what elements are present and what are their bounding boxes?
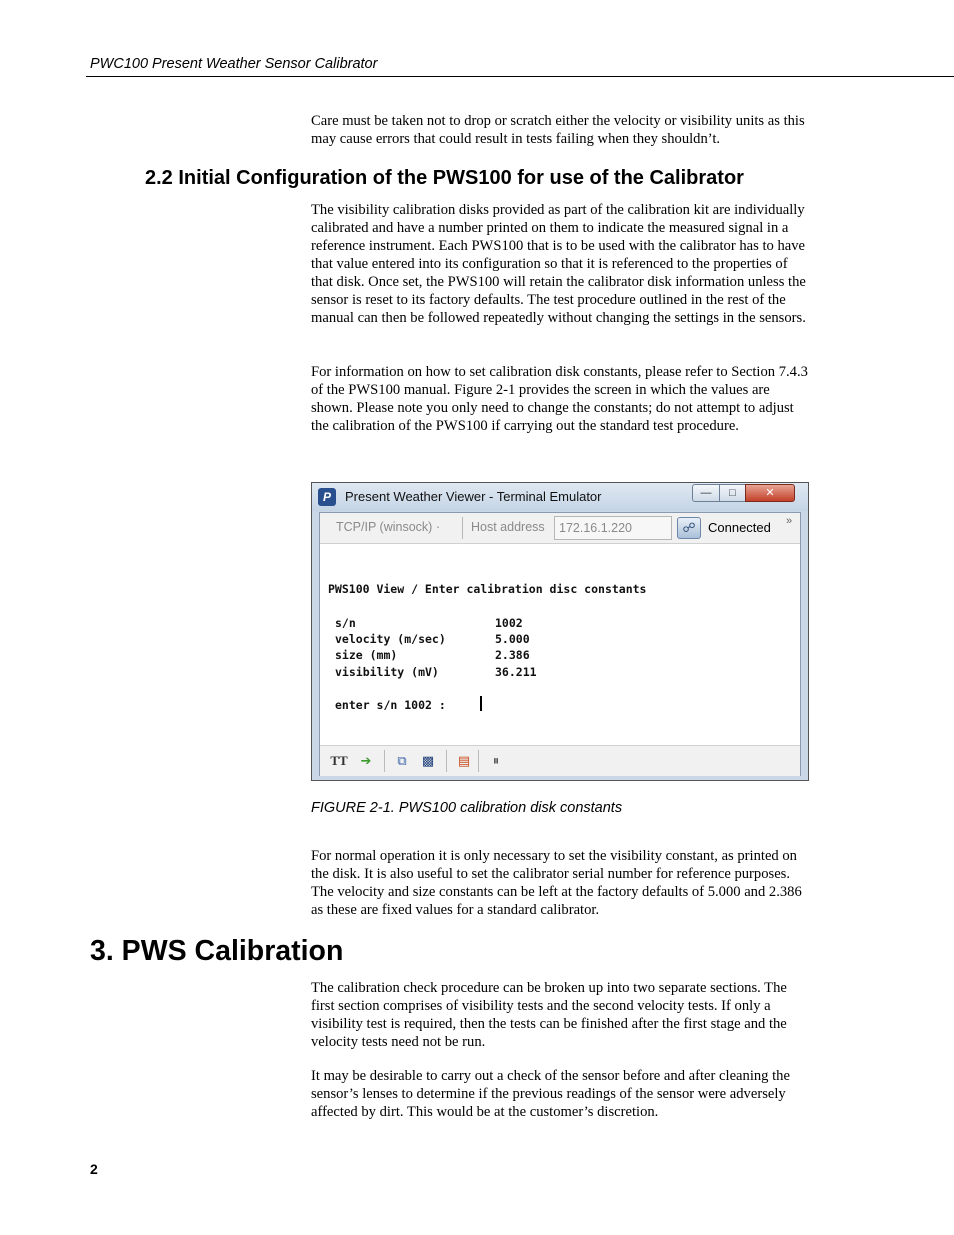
- paragraph-normal-operation: For normal operation it is only necessary to set the visibility constant, as printed on the disk. It is also useful to set the calibrator serial number for reference purposes. The velocity and size constants can be left at the factory defaults of 5.000 and 2.386 as these are fixed values for a standard calibrator.: [311, 848, 802, 918]
- font-icon[interactable]: TT: [330, 753, 348, 768]
- window-client-area: [319, 512, 801, 776]
- figure-caption: FIGURE 2-1. PWS100 calibration disk constants: [311, 800, 623, 816]
- terminal-heading: PWS100 View / Enter calibration disc constants: [328, 582, 647, 596]
- paragraph-constants-info: For information on how to set calibration disk constants, please refer to Section 7.4.3 of the PWS100 manual. Figure 2-1 provides the screen in which the values are shown. Please note you only need to change the constants; do not attempt to adjust the calibration of the PWS100 if carrying out the standard test procedure.: [311, 364, 808, 434]
- section-heading-3: 3. PWS Calibration: [90, 935, 344, 967]
- terminal-row-key: velocity (m/sec): [335, 632, 446, 646]
- save-icon[interactable]: ▩: [421, 753, 435, 768]
- page-number: 2: [90, 1161, 98, 1177]
- window-titlebar[interactable]: [312, 483, 808, 511]
- chevron-down-icon: ·: [435, 520, 440, 534]
- connect-button-label[interactable]: Connected: [708, 520, 771, 535]
- connection-toolbar: [320, 513, 800, 544]
- paragraph-care: Care must be taken not to drop or scratch either the velocity or visibility units as this may cause errors that could result in tests failing when they shouldn’t.: [311, 113, 805, 147]
- close-icon[interactable]: ✕: [745, 484, 795, 502]
- paragraph-disks: The visibility calibration disks provided as part of the calibration kit are individually calibrated and have a number printed on them to indicate the measured signal in a reference instrument. Each PWS100 that is to be used with the calibrator has to have that value entered into its configuration so that it is referenced to the properties of that disk. Once set, the PWS100 will retain the calibrator disk information unless the sensor is reset to its factory defaults. The test procedure outlined in the rest of the manual can then be followed repeatedly without changing the settings in the sensors.: [311, 202, 806, 326]
- terminal-prompt: enter s/n 1002 :: [335, 698, 446, 712]
- header-rule: [86, 76, 954, 77]
- bottom-toolbar: [320, 745, 800, 776]
- toolbar-divider: [462, 517, 463, 539]
- terminal-row-value: 2.386: [495, 648, 530, 662]
- paragraph-procedure: The calibration check procedure can be broken up into two separate sections. The first section comprises of visibility tests and the second velocity tests. If only a visibility test is required, then the tests can be finished after the first stage and the velocity tests need not be run.: [311, 980, 787, 1050]
- connection-type-value: TCP/IP (winsock): [336, 520, 433, 534]
- toolbar-divider: [384, 750, 385, 772]
- terminal-emulator-window: [311, 482, 809, 781]
- log-icon[interactable]: ▤: [457, 753, 471, 768]
- terminal-output[interactable]: [320, 544, 800, 744]
- minimize-icon[interactable]: —: [692, 484, 720, 502]
- maximize-icon[interactable]: □: [719, 484, 746, 502]
- section-heading-2-2: 2.2 Initial Configuration of the PWS100 for use of the Calibrator: [145, 167, 744, 189]
- pause-icon[interactable]: ⏸: [492, 753, 500, 768]
- paragraph-cleaning: It may be desirable to carry out a check of the sensor before and after cleaning the sensor’s lenses to determine if the previous readings of the sensor were adversely affected by dirt. This would be at the customer’s discretion.: [311, 1068, 790, 1120]
- chevron-right-icon[interactable]: »: [786, 515, 793, 527]
- toolbar-divider: [478, 750, 479, 772]
- text-cursor: [480, 696, 482, 711]
- connect-icon[interactable]: ☍: [677, 517, 701, 539]
- running-header: PWC100 Present Weather Sensor Calibrator: [90, 56, 378, 72]
- app-icon: P: [318, 488, 336, 506]
- terminal-row-key: visibility (mV): [335, 665, 439, 679]
- host-address-label: Host address: [471, 520, 545, 534]
- terminal-row-value: 36.211: [495, 665, 537, 679]
- copy-icon[interactable]: ⧉: [397, 753, 407, 768]
- toolbar-divider: [446, 750, 447, 772]
- terminal-row-key: size (mm): [335, 648, 398, 662]
- terminal-row-key: s/n: [335, 616, 356, 630]
- terminal-row-value: 1002: [495, 616, 523, 630]
- send-icon[interactable]: ➔: [360, 753, 372, 768]
- terminal-row-value: 5.000: [495, 632, 530, 646]
- host-address-input[interactable]: 172.16.1.220: [554, 516, 672, 540]
- window-title: Present Weather Viewer - Terminal Emulator: [345, 489, 602, 504]
- connection-type-select[interactable]: [336, 520, 440, 534]
